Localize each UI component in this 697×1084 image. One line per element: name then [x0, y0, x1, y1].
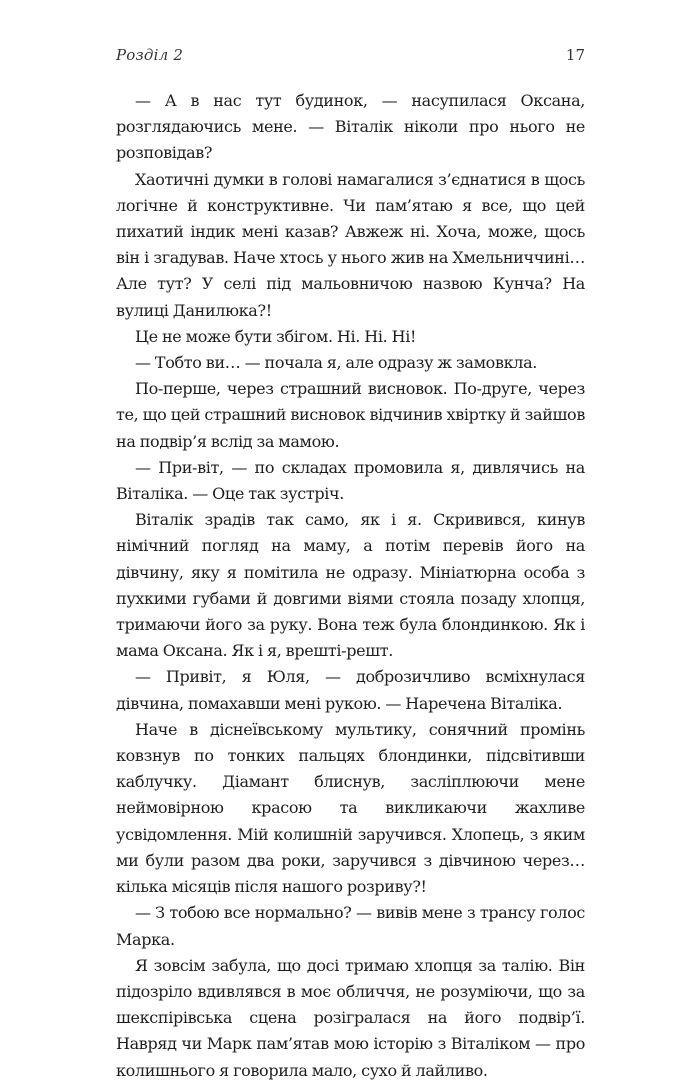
paragraph-6: — При-віт, — по складах промовила я, дивлячись на Віталіка. — Оце так зустріч.	[116, 457, 585, 504]
chapter-title: Розділ 2	[116, 46, 184, 64]
paragraph-10: — З тобою все нормально? — вивів мене з трансу голос Марка.	[116, 903, 585, 949]
paragraph-8: — Привіт, я Юля, — доброзичливо всміхнулася дівчина, помахавши мені рукою. — Наречена Віталіка.	[116, 667, 585, 713]
running-head	[116, 46, 585, 68]
paragraph-3: Це не може бути збігом. Ні. Ні. Ні!	[135, 326, 417, 346]
body-text	[116, 88, 585, 1084]
paragraph-11: Я зовсім забула, що досі тримаю хлопця за талію. Він підозріло вдивлявся в моє обличчя, не розуміючи, що за шекспірівська сцена розігралася на його подвір’ї. Навряд чи Марк пам’ятав мою історію з Віталіком — про колишнього я говорила мало, сухо й лайливо.	[116, 955, 585, 1080]
paragraph-1: — А в нас тут будинок, — насупилася Оксана, розглядаючись мене. — Віталік ніколи про нього не розповідав?	[116, 91, 585, 163]
paragraph-7: Віталік зрадів так само, як і я. Скривився, кинув німічний погляд на маму, а потім перевів його на дівчину, яку я помітила не одразу. Мініатюрна особа з пухкими губами й довгими віями стояла позаду хлопця, тримаючи його за руку. Вона теж була блондинкою. Як і мама Оксана. Як і я, врешті-решт.	[116, 510, 585, 661]
paragraph-2: Хаотичні думки в голові намагалися з’єднатися в щось логічне й конструктивне. Чи пам’ятаю я все, що цей пихатий індик мені казав? Авжеж ні. Хоча, може, щось він і згадував. Наче хтось у нього жив на Хмельниччині… Але тут? У селі під мальовничою назвою Кунча? На вулиці Данилюка?!	[116, 169, 585, 320]
page-number: 17	[565, 46, 585, 64]
paragraph-9: Наче в діснеївському мультику, сонячний промінь ковзнув по тонких пальцях блондинки, підсвітивши каблучку. Діамант блиснув, засліплюючи мене неймовірною красою та викликаючи жахливе усвідомлення. Мій колишній заручився. Хлопець, з яким ми були разом два роки, заручився з дівчиною через… кілька місяців після нашого розриву?!	[116, 719, 585, 897]
paragraph-5: По-перше, через страшний висновок. По-друге, через те, що цей страшний висновок відчинив хвіртку й зайшов на подвір’я вслід за мамою.	[116, 379, 585, 451]
paragraph-4: — Тобто ви… — почала я, але одразу ж замовкла.	[135, 353, 538, 373]
